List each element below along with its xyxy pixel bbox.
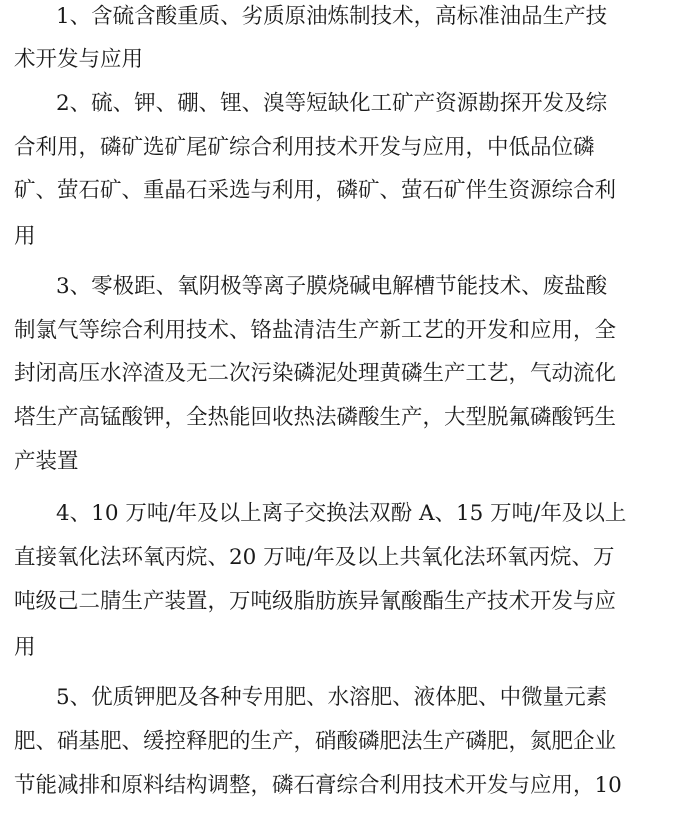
paragraph-4-line-3: 吨级己二腈生产装置，万吨级脂肪族异氰酸酯生产技术开发与应: [14, 589, 617, 614]
paragraph-2-line-4: 用: [14, 224, 36, 249]
paragraph-4-line-1: 4、10 万吨/年及以上离子交换法双酚 A、15 万吨/年及以上: [56, 501, 627, 526]
paragraph-4-line-4: 用: [14, 635, 36, 660]
paragraph-5-line-2: 肥、硝基肥、缓控释肥的生产，硝酸磷肥法生产磷肥，氮肥企业: [14, 729, 617, 754]
paragraph-2-line-3: 矿、萤石矿、重晶石采选与利用，磷矿、萤石矿伴生资源综合利: [14, 178, 617, 203]
paragraph-1-line-1: 1、含硫含酸重质、劣质原油炼制技术，高标准油品生产技: [56, 4, 608, 29]
paragraph-3-line-5: 产装置: [14, 449, 79, 474]
paragraph-3-line-3: 封闭高压水淬渣及无二次污染磷泥处理黄磷生产工艺，气动流化: [14, 361, 617, 386]
paragraph-5-line-1: 5、优质钾肥及各种专用肥、水溶肥、液体肥、中微量元素: [56, 685, 608, 710]
paragraph-4-line-2: 直接氧化法环氧丙烷、20 万吨/年及以上共氧化法环氧丙烷、万: [14, 545, 615, 570]
paragraph-2-line-1: 2、硫、钾、硼、锂、溴等短缺化工矿产资源勘探开发及综: [56, 91, 608, 116]
paragraph-2-line-2: 合利用，磷矿选矿尾矿综合利用技术开发与应用，中低品位磷: [14, 135, 595, 160]
paragraph-3-line-4: 塔生产高锰酸钾，全热能回收热法磷酸生产，大型脱氟磷酸钙生: [14, 405, 617, 430]
paragraph-1-line-2: 术开发与应用: [14, 47, 144, 72]
paragraph-5-line-3: 节能减排和原料结构调整，磷石膏综合利用技术开发与应用，10: [14, 773, 622, 798]
paragraph-3-line-1: 3、零极距、氧阴极等离子膜烧碱电解槽节能技术、废盐酸: [56, 274, 608, 299]
paragraph-3-line-2: 制氯气等综合利用技术、铬盐清洁生产新工艺的开发和应用，全: [14, 318, 617, 343]
